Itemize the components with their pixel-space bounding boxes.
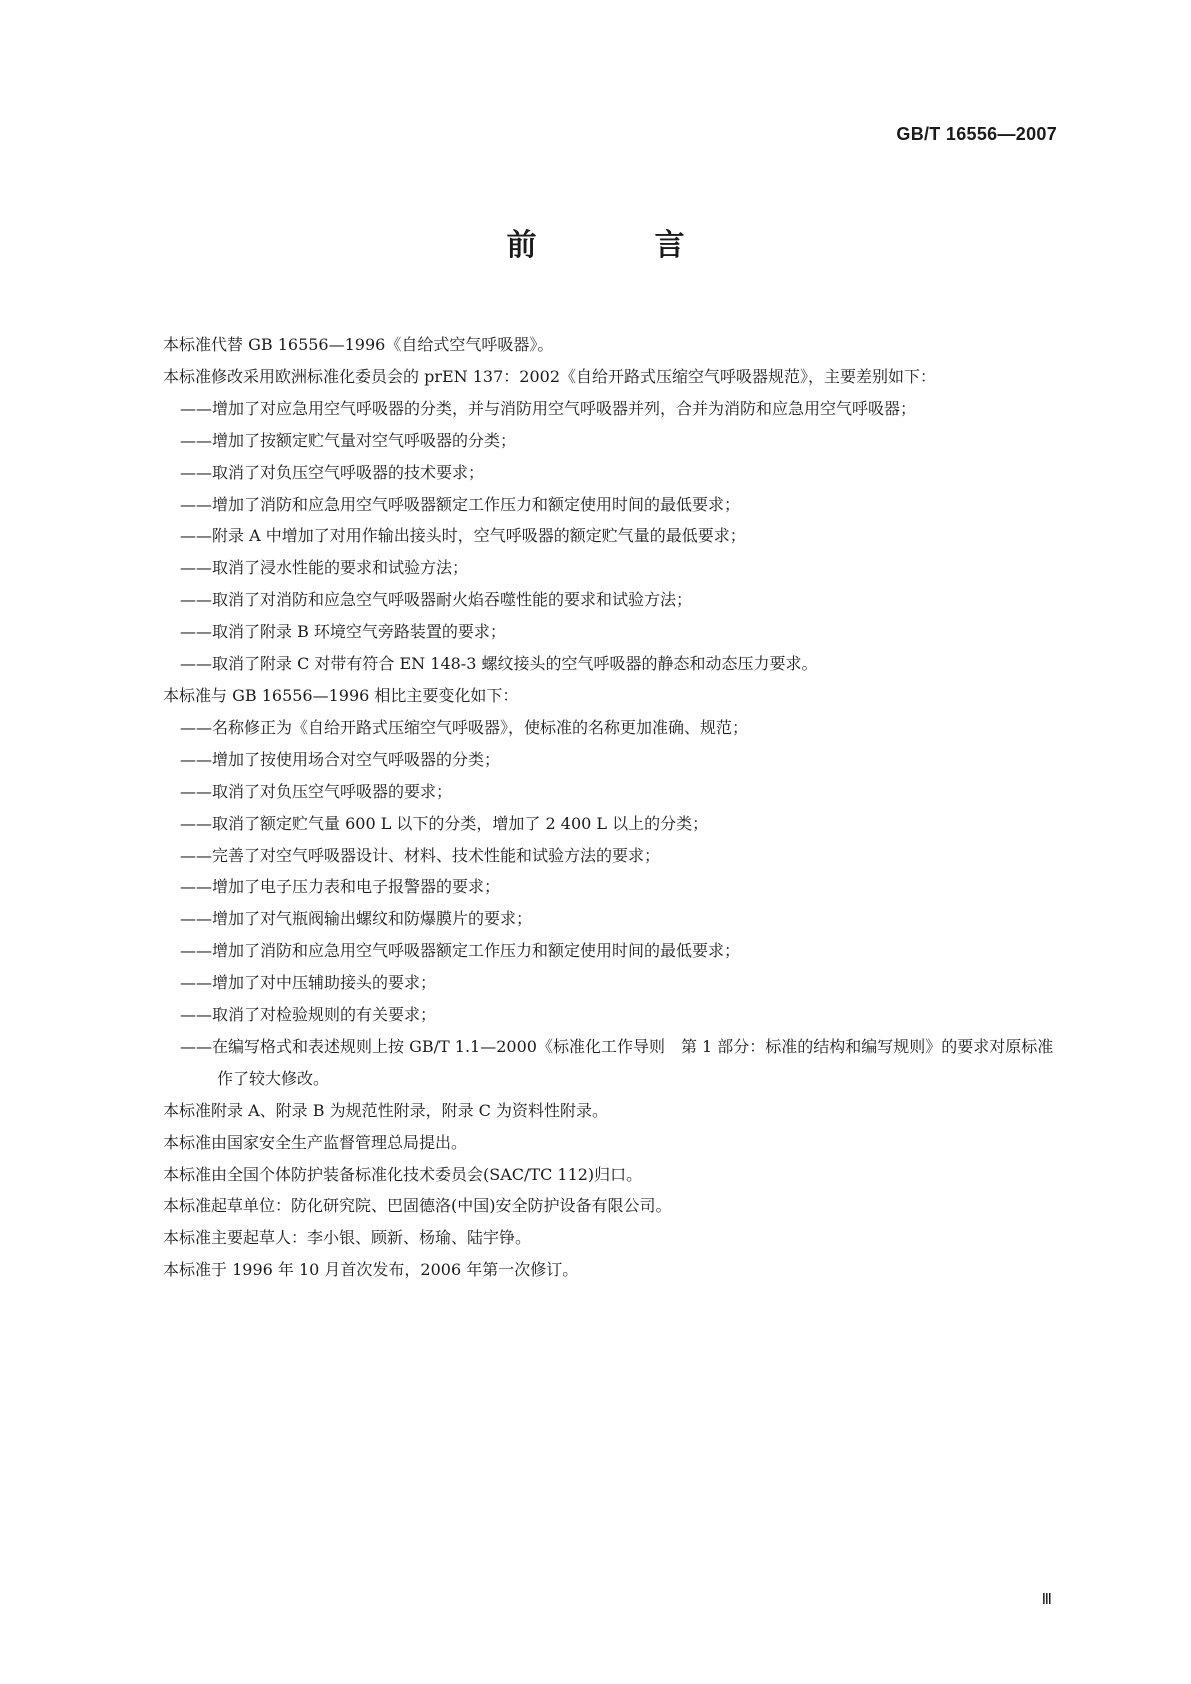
list-item: ——增加了电子压力表和电子报警器的要求； — [180, 877, 501, 897]
paragraph: 本标准由全国个体防护装备标准化技术委员会(SAC/TC 112)归口。 — [163, 1164, 643, 1184]
list-item: ——附录 A 中增加了对用作输出接头时，空气呼吸器的额定贮气量的最低要求； — [180, 526, 746, 546]
list-item: ——取消了额定贮气量 600 L 以下的分类，增加了 2 400 L 以上的分类； — [180, 813, 709, 833]
list-item: ——增加了对中压辅助接头的要求； — [180, 973, 437, 993]
list-item: ——取消了对负压空气呼吸器的技术要求； — [180, 462, 485, 482]
list-item: ——增加了消防和应急用空气呼吸器额定工作压力和额定使用时间的最低要求； — [180, 494, 741, 514]
page-title: 前 言 — [506, 228, 729, 263]
list-item: ——增加了对气瓶阀输出螺纹和防爆膜片的要求； — [180, 909, 533, 929]
list-item: ——取消了对检验规则的有关要求； — [180, 1005, 437, 1025]
list-item: ——取消了浸水性能的要求和试验方法； — [180, 558, 469, 578]
list-item: ——增加了按使用场合对空气呼吸器的分类； — [180, 749, 501, 769]
list-item: ——取消了附录 C 对带有符合 EN 148-3 螺纹接头的空气呼吸器的静态和动态压力要求。 — [180, 654, 818, 674]
paragraph: 本标准与 GB 16556—1996 相比主要变化如下： — [163, 685, 519, 705]
list-item: ——名称修正为《自给开路式压缩空气呼吸器》，使标准的名称更加准确、规范； — [180, 717, 749, 737]
document-body — [130, 329, 1062, 1286]
list-item: ——增加了按额定贮气量对空气呼吸器的分类； — [180, 430, 517, 450]
list-item: ——取消了对消防和应急空气呼吸器耐火焰吞噬性能的要求和试验方法； — [180, 590, 693, 610]
list-item: ——取消了附录 B 环境空气旁路装置的要求； — [180, 622, 506, 642]
paragraph: 本标准主要起草人：李小银、顾新、杨瑜、陆宇铮。 — [163, 1228, 532, 1248]
paragraph: 本标准附录 A、附录 B 为规范性附录，附录 C 为资料性附录。 — [163, 1100, 608, 1120]
paragraph: 本标准由国家安全生产监督管理总局提出。 — [163, 1132, 468, 1152]
page-number: Ⅲ — [1041, 1590, 1051, 1608]
standard-number: GB/T 16556—2007 — [896, 124, 1057, 144]
list-item: ——取消了对负压空气呼吸器的要求； — [180, 781, 453, 801]
paragraph: 本标准代替 GB 16556—1996《自给式空气呼吸器》。 — [163, 335, 554, 354]
paragraph: 本标准起草单位：防化研究院、巴固德洛(中国)安全防护设备有限公司。 — [163, 1196, 672, 1216]
paragraph: 本标准修改采用欧洲标准化委员会的 prEN 137：2002《自给开路式压缩空气呼吸器规范》，主要差别如下： — [163, 366, 937, 386]
list-item: ——增加了消防和应急用空气呼吸器额定工作压力和额定使用时间的最低要求； — [180, 941, 741, 961]
list-item: ——完善了对空气呼吸器设计、材料、技术性能和试验方法的要求； — [180, 845, 661, 865]
list-item: ——在编写格式和表述规则上按 GB/T 1.1—2000《标准化工作导则 第 1 部分：标准的结构和编写规则》的要求对原标准作了较大修改。 — [180, 1036, 1054, 1088]
paragraph: 本标准于 1996 年 10 月首次发布，2006 年第一次修订。 — [163, 1260, 579, 1280]
list-item: ——增加了对应急用空气呼吸器的分类，并与消防用空气呼吸器并列，合并为消防和应急用空气呼吸器； — [180, 398, 917, 418]
